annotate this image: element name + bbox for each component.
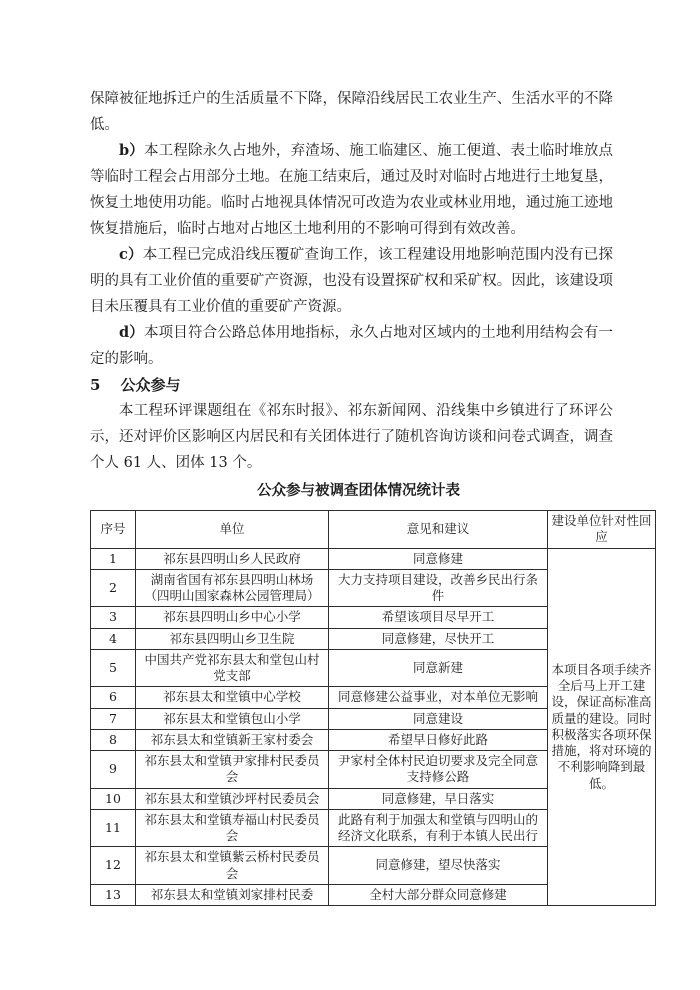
cell-opinion: 同意修建 [329,548,548,569]
cell-unit: 祁东县太和堂镇新王家村委会 [136,729,329,750]
cell-opinion: 希望早日修好此路 [329,729,548,750]
section-heading [90,372,627,398]
table-row [91,548,656,569]
cell-opinion: 全村大部分群众同意修建 [329,884,548,905]
cell-unit: 湖南省国有祁东县四明山林场（四明山国家森林公园管理局） [136,569,329,607]
cell-unit: 祁东县四明山乡中心小学 [136,607,329,628]
cell-no: 3 [91,607,136,628]
header-unit: 单位 [136,511,329,549]
cell-unit: 祁东县太和堂镇中心学校 [136,687,329,708]
cell-no: 7 [91,708,136,729]
cell-opinion: 大力支持项目建设，改善乡民出行条件 [329,569,548,607]
cell-opinion: 同意修建，早日落实 [329,788,548,809]
cell-unit: 祁东县太和堂镇紫云桥村民委员会 [136,847,329,885]
cell-unit: 祁东县太和堂镇包山小学 [136,708,329,729]
cell-unit: 祁东县太和堂镇尹家排村民委员会 [136,751,329,789]
cell-no: 5 [91,649,136,687]
cell-opinion: 希望该项目尽早开工 [329,607,548,628]
cell-opinion: 尹家村全体村民迫切要求及完全同意支持修公路 [329,751,548,789]
cell-unit: 祁东县四明山乡人民政府 [136,548,329,569]
cell-opinion: 同意修建公益事业，对本单位无影响 [329,687,548,708]
paragraph-marker: c） [119,246,143,263]
cell-unit: 祁东县太和堂镇刘家排村民委 [136,884,329,905]
paragraph-text: 保障被征地拆迁户的生活质量不下降，保障沿线居民工农业生产、生活水平的不降低。 [90,91,613,133]
cell-no: 2 [91,569,136,607]
cell-no: 11 [91,809,136,847]
cell-no: 12 [91,847,136,885]
paragraph-text: 本项目符合公路总体用地指标，永久占地对区域内的土地利用结构会有一定的影响。 [90,325,614,367]
header-no: 序号 [91,511,136,549]
cell-no: 6 [91,687,136,708]
header-response: 建设单位针对性回应 [548,511,656,549]
cell-unit: 祁东县太和堂镇寿福山村民委员会 [136,809,329,847]
cell-unit: 祁东县四明山乡卫生院 [136,628,329,649]
cell-unit: 祁东县太和堂镇沙坪村民委员会 [136,788,329,809]
cell-unit: 中国共产党祁东县太和堂包山村党支部 [136,649,329,687]
cell-opinion: 同意新建 [329,649,548,687]
cell-no: 13 [91,884,136,905]
paragraph-c [90,242,613,320]
cell-no: 9 [91,751,136,789]
cell-opinion: 同意修建，尽快开工 [329,628,548,649]
paragraph-b [90,138,613,242]
paragraph-marker: b） [119,142,144,159]
cell-opinion: 此路有利于加强太和堂镇与四明山的经济文化联系，有利于本镇人民出行 [329,809,548,847]
table-body [91,548,656,906]
paragraph-text: 本工程环评课题组在《祁东时报》、祁东新闻网、沿线集中乡镇进行了环评公示，还对评价区影响区内居民和有关团体进行了随机咨询访谈和问卷式调查，调查个人 61 人、团体 13 个。 [90,403,613,471]
paragraph-d [90,320,613,372]
table-title: 公众参与被调查团体情况统计表 [257,482,460,499]
cell-no: 1 [91,548,136,569]
cell-opinion: 同意修建，望尽快落实 [329,847,548,885]
section-title: 公众参与 [120,376,181,394]
cell-no: 10 [91,788,136,809]
table-header-row [91,511,656,549]
section-number: 5 [90,376,101,394]
survey-table [90,510,656,906]
header-opinion: 意见和建议 [329,511,548,549]
paragraph-text: 本工程除永久占地外，弃渣场、施工临建区、施工便道、表土临时堆放点等临时工程会占用部分土地。在施工结束后，通过及时对临时占地进行土地复垦，恢复土地使用功能。临时占地视具体情况可改造为农业或林业用地，通过施工迹地恢复措施后，临时占地对占地区土地利用的不影响可得到有效改善。 [90,143,614,237]
section-paragraph [90,398,613,476]
paragraph-text: 本工程已完成沿线压覆矿查询工作，该工程建设用地影响范围内没有已探明的具有工业价值的重要矿产资源，也没有设置探矿权和采矿权。因此，该建设项目未压覆具有工业价值的重要矿产资源。 [90,247,613,315]
cell-no: 4 [91,628,136,649]
cell-opinion: 同意建设 [329,708,548,729]
cell-no: 8 [91,729,136,750]
cell-response: 本项目各项手续齐全后马上开工建设，保证高标准高质量的建设。同时积极落实各项环保措施，将对环境的不利影响降到最低。 [548,548,656,906]
paragraph-continuation [90,86,613,138]
paragraph-marker: d） [119,324,144,341]
